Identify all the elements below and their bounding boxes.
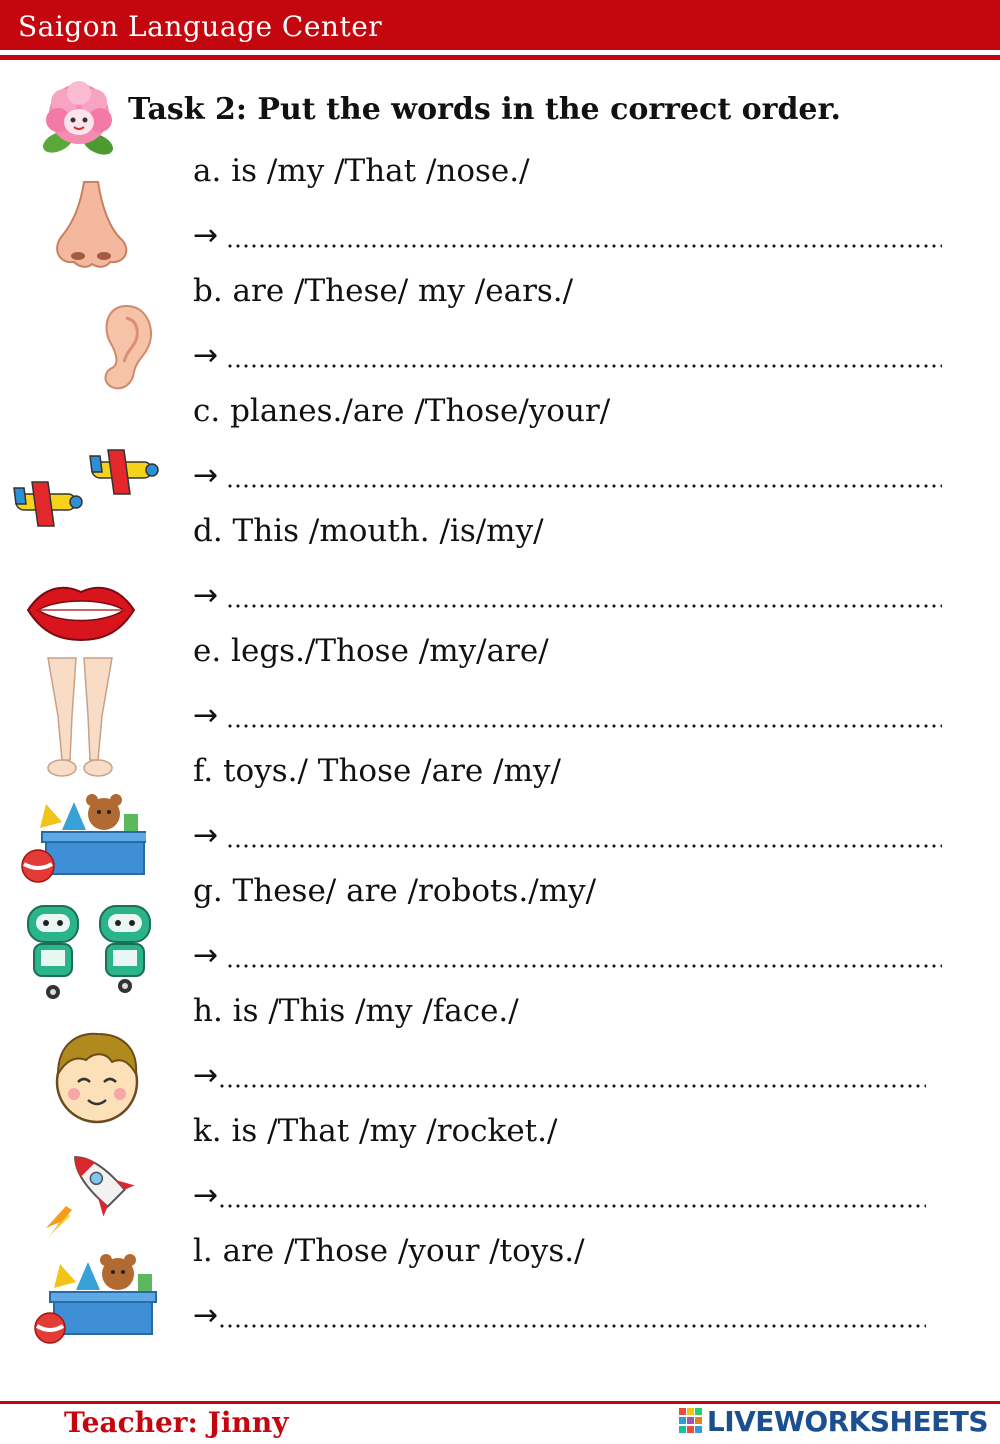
answer-line-f bbox=[193, 815, 942, 855]
answer-field-h[interactable] bbox=[218, 1060, 926, 1090]
answer-field-a[interactable] bbox=[226, 220, 942, 250]
arrow-icon: → bbox=[193, 1297, 219, 1333]
answer-field-g[interactable] bbox=[226, 940, 942, 970]
answer-line-a bbox=[193, 215, 942, 255]
arrow-icon: → bbox=[193, 1057, 219, 1093]
toy-box-icon bbox=[30, 1254, 160, 1346]
question-f: f. toys./ Those /are /my/ bbox=[193, 753, 561, 789]
arrow-icon: → bbox=[193, 337, 219, 373]
liveworksheets-logo-icon bbox=[679, 1408, 703, 1434]
question-e: e. legs./Those /my/are/ bbox=[193, 633, 549, 669]
robots-icon bbox=[22, 900, 158, 1002]
arrow-icon: → bbox=[193, 577, 219, 613]
answer-line-k bbox=[193, 1175, 926, 1215]
answer-field-c[interactable] bbox=[226, 460, 942, 490]
question-l: l. are /Those /your /toys./ bbox=[193, 1233, 585, 1269]
brand-name: LIVEWORKSHEETS bbox=[706, 1404, 988, 1438]
header-bar bbox=[0, 0, 1000, 50]
arrow-icon: → bbox=[193, 937, 219, 973]
question-g: g. These/ are /robots./my/ bbox=[193, 873, 597, 909]
boy-face-icon bbox=[50, 1030, 144, 1126]
answer-field-l[interactable] bbox=[218, 1300, 926, 1330]
flower-icon bbox=[36, 78, 122, 158]
answer-line-h bbox=[193, 1055, 926, 1095]
header-divider bbox=[0, 55, 1000, 60]
answer-field-f[interactable] bbox=[226, 820, 942, 850]
task-title: Task 2: Put the words in the correct order. bbox=[128, 92, 841, 127]
answer-line-b bbox=[193, 335, 942, 375]
answer-line-c bbox=[193, 455, 942, 495]
arrow-icon: → bbox=[193, 697, 219, 733]
answer-field-b[interactable] bbox=[226, 340, 942, 370]
question-h: h. is /This /my /face./ bbox=[193, 993, 519, 1029]
rocket-icon bbox=[42, 1144, 146, 1242]
question-c: c. planes./are /Those/your/ bbox=[193, 393, 611, 429]
legs-icon bbox=[40, 656, 120, 782]
mouth-icon bbox=[24, 580, 138, 642]
answer-line-l bbox=[193, 1295, 926, 1335]
ear-icon bbox=[96, 302, 156, 394]
arrow-icon: → bbox=[193, 1177, 219, 1213]
question-a: a. is /my /That /nose./ bbox=[193, 153, 530, 189]
answer-line-e bbox=[193, 695, 942, 735]
school-name: Saigon Language Center bbox=[18, 10, 383, 43]
question-k: k. is /That /my /rocket./ bbox=[193, 1113, 558, 1149]
answer-field-d[interactable] bbox=[226, 580, 942, 610]
answer-field-e[interactable] bbox=[226, 700, 942, 730]
question-b: b. are /These/ my /ears./ bbox=[193, 273, 574, 309]
arrow-icon: → bbox=[193, 217, 219, 253]
liveworksheets-logo[interactable] bbox=[679, 1404, 988, 1438]
airplanes-icon bbox=[8, 426, 160, 532]
answer-field-k[interactable] bbox=[218, 1180, 926, 1210]
toy-box-icon bbox=[16, 794, 146, 886]
answer-line-g bbox=[193, 935, 942, 975]
arrow-icon: → bbox=[193, 457, 219, 493]
question-d: d. This /mouth. /is/my/ bbox=[193, 513, 544, 549]
arrow-icon: → bbox=[193, 817, 219, 853]
teacher-name: Teacher: Jinny bbox=[64, 1406, 289, 1439]
nose-icon bbox=[50, 178, 132, 270]
answer-line-d bbox=[193, 575, 942, 615]
